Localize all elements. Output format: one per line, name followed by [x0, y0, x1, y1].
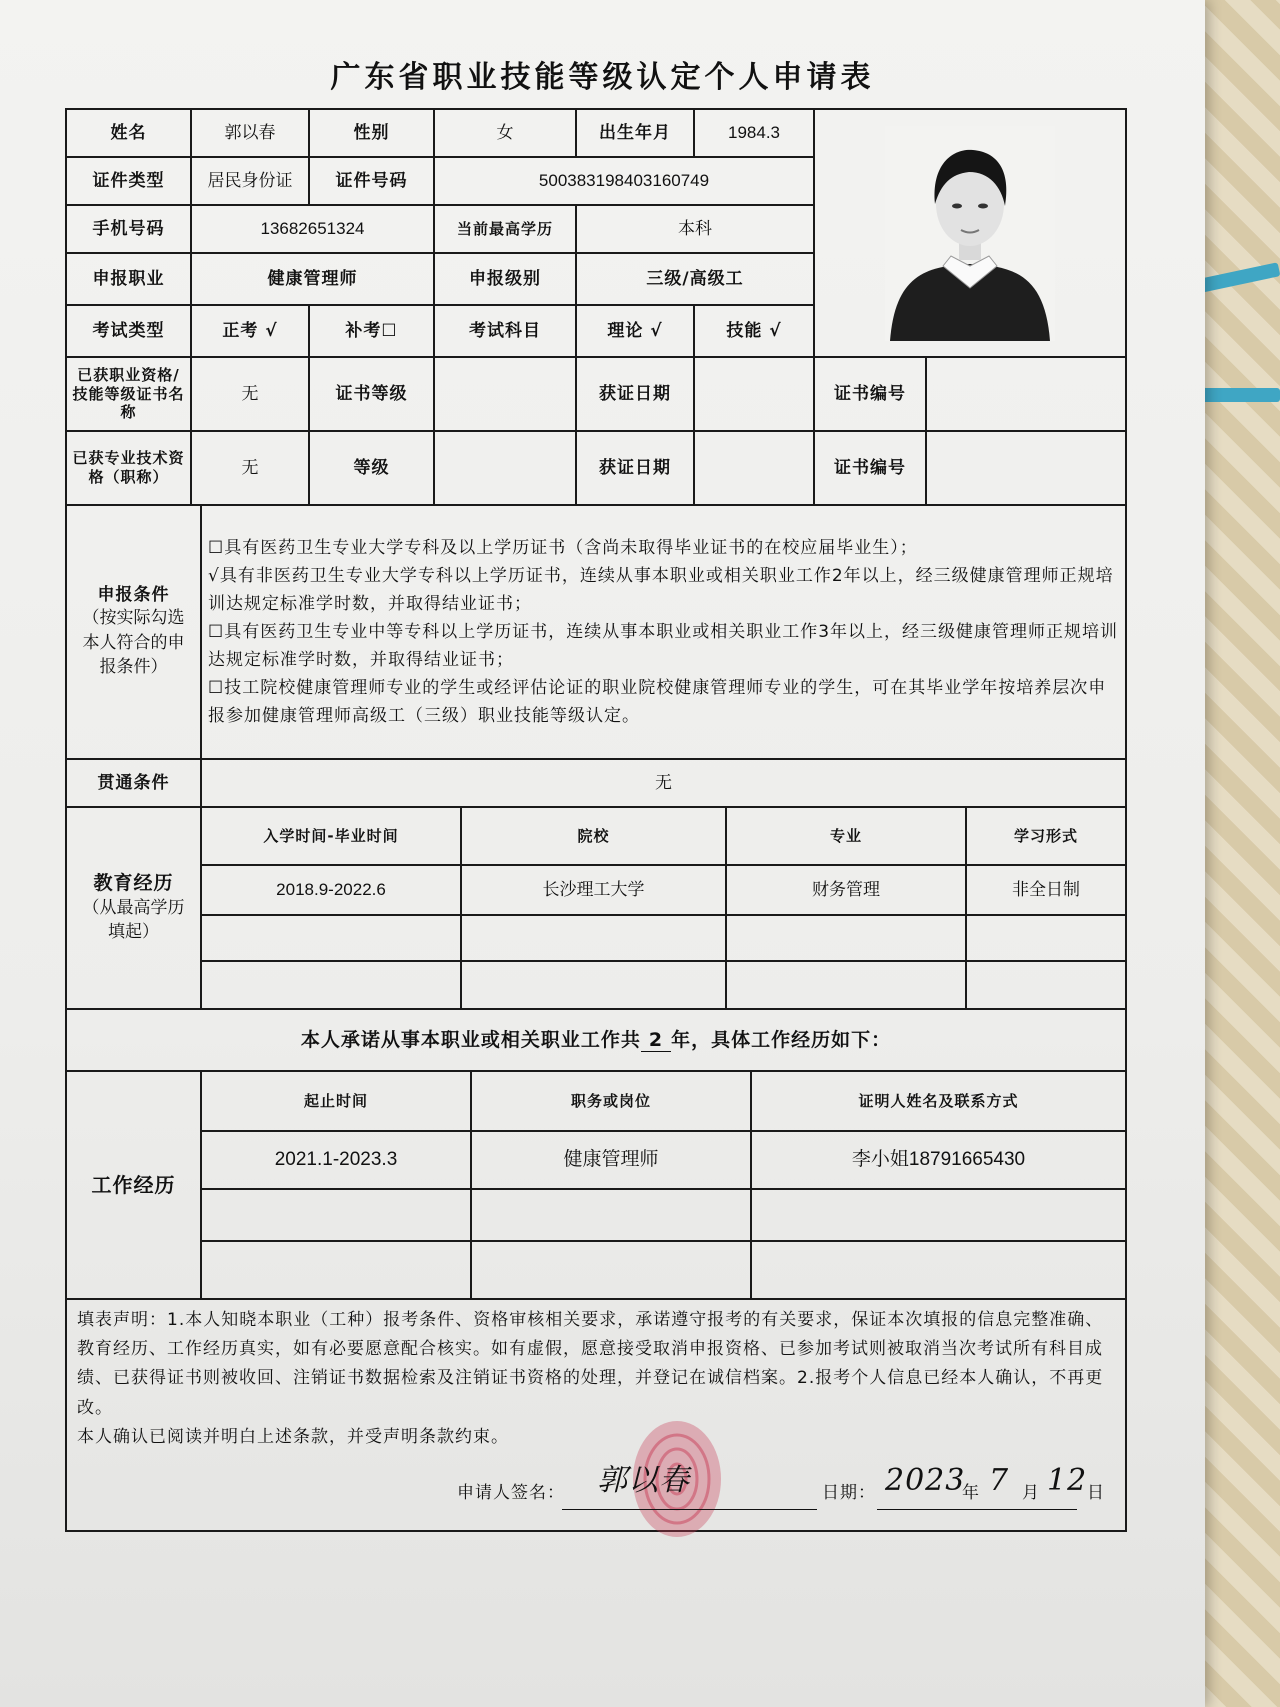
cert-number-label: 证书编号 [814, 357, 926, 431]
work-cell [751, 1241, 1126, 1299]
title-cert-number-label: 证书编号 [814, 431, 926, 505]
signature-label: 申请人签名： [457, 1482, 565, 1503]
condition-item: ☐技工院校健康管理师专业的学生或经评估论证的职业院校健康管理师专业的学生，可在其毕业学年按培养层次申报参加健康管理师高级工（三级）职业技能等级认定。 [208, 678, 1107, 727]
edu-header-mode: 学习形式 [966, 807, 1126, 865]
title-date-value [694, 431, 814, 505]
cert-number-value [926, 357, 1126, 431]
name-value: 郭以春 [191, 109, 309, 157]
photo-cell [814, 109, 1126, 357]
work-cell [201, 1189, 471, 1241]
birth-value: 1984.3 [694, 109, 814, 157]
exam-subject-label: 考试科目 [434, 305, 576, 357]
id-number-label: 证件号码 [309, 157, 434, 205]
edu-cell: 非全日制 [966, 865, 1126, 915]
conditions-list [201, 505, 1126, 759]
edu-header-period: 入学时间-毕业时间 [201, 807, 461, 865]
cert-date-value [694, 357, 814, 431]
handwritten-signature: 郭以春 [597, 1462, 690, 1498]
promise-years: 2 [641, 1029, 671, 1052]
gender-value: 女 [434, 109, 576, 157]
form-title: 广东省职业技能等级认定个人申请表 [330, 60, 875, 95]
promise-prefix: 本人承诺从事本职业或相关职业工作共 [300, 1028, 641, 1051]
exam-type-label: 考试类型 [66, 305, 191, 357]
occupation-value: 健康管理师 [191, 253, 434, 305]
applicant-photo [885, 126, 1055, 341]
work-cell [471, 1189, 751, 1241]
prior-title-value: 无 [191, 431, 309, 505]
education-history-label-cell [66, 807, 201, 1009]
date-day: 12 [1047, 1462, 1088, 1498]
condition-item: √具有非医药卫生专业大学专科以上学历证书，连续从事本职业或相关职业工作2年以上，经三级健康管理师正规培训达规定标准学时数，并取得结业证书； [208, 565, 1114, 614]
cert-level-value [434, 357, 576, 431]
work-cell: 健康管理师 [471, 1131, 751, 1189]
edu-header-major: 专业 [726, 807, 966, 865]
month-char: 月 [1022, 1482, 1040, 1503]
declaration-cell [66, 1299, 1126, 1531]
edu-cell [461, 961, 726, 1009]
exam-regular-option: 正考 √ [191, 305, 309, 357]
work-cell: 李小姐18791665430 [751, 1131, 1126, 1189]
work-cell [751, 1189, 1126, 1241]
edu-cell [726, 915, 966, 961]
work-cell: 2021.1-2023.3 [201, 1131, 471, 1189]
edu-cell [966, 961, 1126, 1009]
through-value: 无 [201, 759, 1126, 807]
edu-cell: 长沙理工大学 [461, 865, 726, 915]
work-header-position: 职务或岗位 [471, 1071, 751, 1131]
edu-cell [201, 961, 461, 1009]
title-level-label: 等级 [309, 431, 434, 505]
work-cell [201, 1241, 471, 1299]
cert-level-label: 证书等级 [309, 357, 434, 431]
conditions-table [65, 504, 1127, 1072]
phone-value: 13682651324 [191, 205, 434, 253]
condition-item: ☐具有医药卫生专业中等专科以上学历证书，连续从事本职业或相关职业工作3年以上，经三级健康管理师正规培训达规定标准学时数，并取得结业证书； [208, 621, 1119, 671]
gender-label: 性别 [309, 109, 434, 157]
work-header-reference: 证明人姓名及联系方式 [751, 1071, 1126, 1131]
birth-label: 出生年月 [576, 109, 694, 157]
through-label: 贯通条件 [66, 759, 201, 807]
title-cert-number-value [926, 431, 1126, 505]
edu-cell [726, 961, 966, 1009]
level-value: 三级/高级工 [576, 253, 814, 305]
date-label: 日期： [822, 1482, 876, 1503]
prior-title-label: 已获专业技术资格（职称） [66, 431, 191, 505]
title-level-value [434, 431, 576, 505]
declaration-confirm: 本人确认已阅读并明白上述条款，并受声明条款约束。 [77, 1426, 509, 1447]
edu-cell: 2018.9-2022.6 [201, 865, 461, 915]
date-month: 7 [989, 1462, 1010, 1498]
conditions-note: （按实际勾选本人符合的申报条件） [82, 608, 185, 678]
education-value: 本科 [576, 205, 814, 253]
work-cell [471, 1241, 751, 1299]
id-type-label: 证件类型 [66, 157, 191, 205]
promise-suffix: 年，具体工作经历如下： [671, 1028, 892, 1051]
edu-cell [966, 915, 1126, 961]
prior-skill-cert-label: 已获职业资格/技能等级证书名称 [66, 357, 191, 431]
date-line [877, 1509, 1077, 1510]
id-type-value: 居民身份证 [191, 157, 309, 205]
conditions-label: 申报条件 [97, 584, 170, 605]
occupation-label: 申报职业 [66, 253, 191, 305]
education-history-label: 教育经历 [93, 872, 174, 895]
date-year: 2023 [885, 1462, 966, 1498]
edu-header-school: 院校 [461, 807, 726, 865]
condition-item: ☐具有医药卫生专业大学专科及以上学历证书（含尚未取得毕业证书的在校应届毕业生）； [208, 537, 918, 558]
declaration-text: 填表声明：1.本人知晓本职业（工种）报考条件、资格审核相关要求，承诺遵守报考的有关要求，保证本次填报的信息完整准确、教育经历、工作经历真实，如有必要愿意配合核实。如有虚假，愿意接受取消申报资格、已参加考试则被取消当次考试所有科目成绩、已获得证书则被收回、注销证书数据检索及注销证书资格的处理，并登记在诚信档案。2.报考个人信息已经本人确认，不再更改。 [77, 1310, 1104, 1418]
work-history-table [65, 1070, 1127, 1532]
day-char: 日 [1087, 1482, 1105, 1503]
personal-info-table [65, 108, 1127, 506]
level-label: 申报级别 [434, 253, 576, 305]
education-history-note: （从最高学历填起） [82, 897, 185, 943]
subject-theory-option: 理论 √ [576, 305, 694, 357]
exam-makeup-option: 补考☐ [309, 305, 434, 357]
work-header-period: 起止时间 [201, 1071, 471, 1131]
name-label: 姓名 [66, 109, 191, 157]
phone-label: 手机号码 [66, 205, 191, 253]
form-body [65, 108, 1125, 1532]
conditions-label-cell [66, 505, 201, 759]
signature-area [77, 1452, 1115, 1530]
subject-skill-option: 技能 √ [694, 305, 814, 357]
work-promise-line [66, 1009, 1126, 1071]
work-history-label: 工作经历 [66, 1071, 201, 1299]
portrait-image [885, 126, 1055, 341]
edu-cell [461, 915, 726, 961]
id-number-value: 500383198403160749 [434, 157, 814, 205]
cert-date-label: 获证日期 [576, 357, 694, 431]
title-date-label: 获证日期 [576, 431, 694, 505]
edu-cell [201, 915, 461, 961]
edu-cell: 财务管理 [726, 865, 966, 915]
year-char: 年 [962, 1482, 980, 1503]
education-label: 当前最高学历 [434, 205, 576, 253]
prior-skill-cert-value: 无 [191, 357, 309, 431]
signature-line [562, 1509, 817, 1510]
